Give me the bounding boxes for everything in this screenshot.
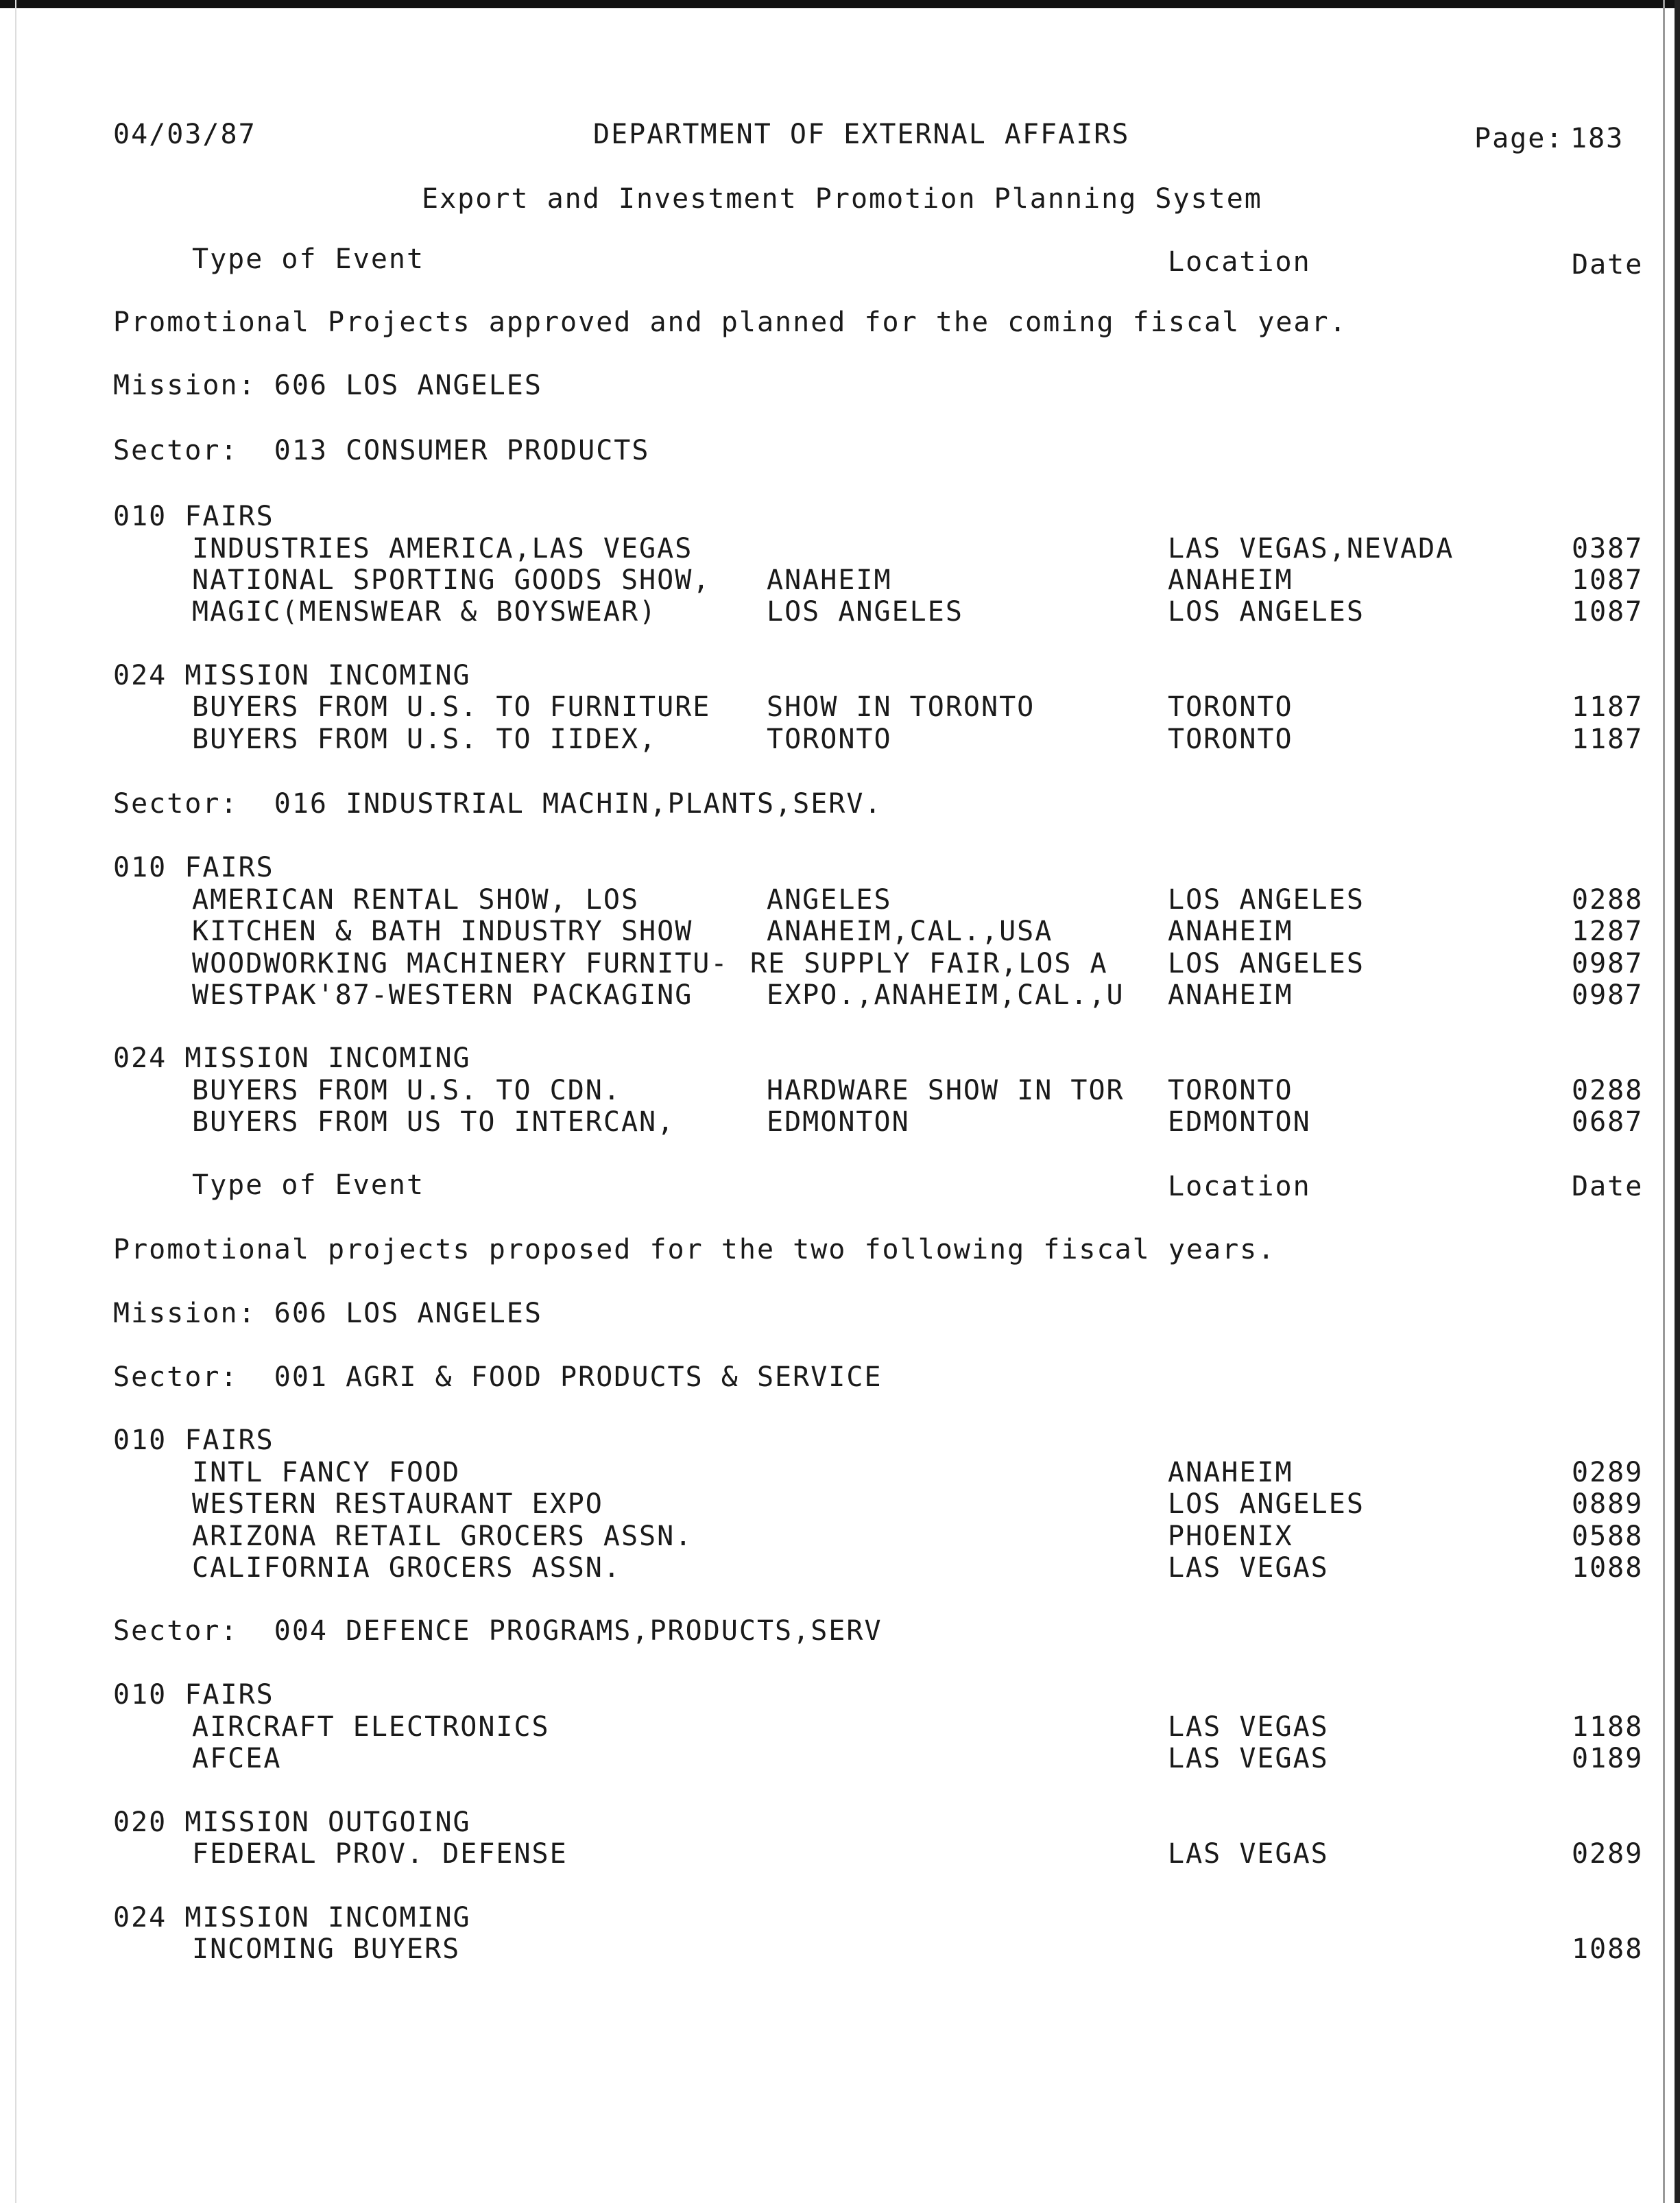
- section-title: Promotional Projects approved and planned for the coming fiscal year.: [113, 307, 1347, 338]
- event-name: INTL FANCY FOOD: [192, 1457, 461, 1488]
- event-location: ANAHEIM: [1168, 979, 1293, 1011]
- page-edge: [1675, 0, 1680, 2203]
- event-location: PHOENIX: [1168, 1521, 1293, 1552]
- event-type-label: 024 MISSION INCOMING: [113, 1043, 471, 1074]
- event-location: TORONTO: [1168, 724, 1293, 755]
- event-date: 1087: [1572, 596, 1644, 628]
- mission-label: Mission: 606 LOS ANGELES: [113, 1298, 542, 1329]
- event-type-label: 024 MISSION INCOMING: [113, 1902, 471, 1933]
- sector-label: Sector: 001 AGRI & FOOD PRODUCTS & SERVICE: [113, 1361, 883, 1393]
- report-date: 04/03/87: [113, 119, 256, 150]
- event-name-continued: TORONTO: [767, 724, 892, 755]
- section-title: Promotional projects proposed for the two following fiscal years.: [113, 1234, 1276, 1265]
- event-type-label: 010 FAIRS: [113, 1679, 274, 1711]
- event-location: LAS VEGAS,NEVADA: [1168, 533, 1454, 564]
- event-date: 0288: [1572, 1075, 1644, 1106]
- column-header-date: Date: [1572, 1171, 1644, 1202]
- column-header-location: Location: [1168, 246, 1311, 278]
- event-location: EDMONTON: [1168, 1106, 1311, 1138]
- event-name-continued: SHOW IN TORONTO: [767, 691, 1035, 723]
- event-name: KITCHEN & BATH INDUSTRY SHOW: [192, 916, 693, 947]
- event-name: BUYERS FROM U.S. TO CDN.: [192, 1075, 621, 1106]
- event-date: 1287: [1572, 916, 1644, 947]
- event-name-continued: ANAHEIM,CAL.,USA: [767, 916, 1053, 947]
- event-name: CALIFORNIA GROCERS ASSN.: [192, 1552, 621, 1584]
- page-label: Page:: [1474, 123, 1564, 154]
- event-name: ARIZONA RETAIL GROCERS ASSN.: [192, 1521, 693, 1552]
- event-date: 1088: [1572, 1933, 1644, 1965]
- event-name: BUYERS FROM U.S. TO FURNITURE: [192, 691, 711, 723]
- event-name-continued: ANGELES: [767, 884, 892, 916]
- event-date: 0987: [1572, 948, 1644, 979]
- event-location: LOS ANGELES: [1168, 596, 1365, 628]
- event-location: ANAHEIM: [1168, 1457, 1293, 1488]
- event-date: 0588: [1572, 1521, 1644, 1552]
- event-name-continued: LOS ANGELES: [767, 596, 963, 628]
- event-date: 1187: [1572, 691, 1644, 723]
- event-name: FEDERAL PROV. DEFENSE: [192, 1838, 568, 1870]
- event-name: NATIONAL SPORTING GOODS SHOW,: [192, 564, 711, 596]
- page-number: 183: [1570, 123, 1624, 154]
- event-name: INDUSTRIES AMERICA,LAS VEGAS: [192, 533, 693, 564]
- event-type-label: 010 FAIRS: [113, 852, 274, 883]
- event-date: 0987: [1572, 979, 1644, 1011]
- event-location: LAS VEGAS: [1168, 1838, 1329, 1870]
- event-date: 0687: [1572, 1106, 1644, 1138]
- event-name: AIRCRAFT ELECTRONICS: [192, 1711, 550, 1743]
- event-name-continued: RE SUPPLY FAIR,LOS A: [750, 948, 1108, 979]
- event-location: LOS ANGELES: [1168, 884, 1365, 916]
- event-name: BUYERS FROM U.S. TO IIDEX,: [192, 724, 658, 755]
- event-name: WESTERN RESTAURANT EXPO: [192, 1488, 603, 1520]
- column-header-location: Location: [1168, 1171, 1311, 1202]
- event-name: MAGIC(MENSWEAR & BOYSWEAR): [192, 596, 658, 628]
- page-edge: [1663, 0, 1665, 2203]
- event-name: AMERICAN RENTAL SHOW, LOS: [192, 884, 640, 916]
- event-name-continued: ANAHEIM: [767, 564, 892, 596]
- page-edge: [15, 0, 16, 2203]
- event-name: WESTPAK'87-WESTERN PACKAGING: [192, 979, 693, 1011]
- column-header-type: Type of Event: [192, 1169, 425, 1201]
- event-location: TORONTO: [1168, 691, 1293, 723]
- event-date: 0288: [1572, 884, 1644, 916]
- event-date: 0289: [1572, 1457, 1644, 1488]
- event-name-continued: EDMONTON: [767, 1106, 910, 1138]
- sector-label: Sector: 004 DEFENCE PROGRAMS,PRODUCTS,SERV: [113, 1615, 883, 1647]
- event-name: INCOMING BUYERS: [192, 1933, 461, 1965]
- event-date: 1187: [1572, 724, 1644, 755]
- event-location: ANAHEIM: [1168, 916, 1293, 947]
- system-title: Export and Investment Promotion Planning System: [422, 183, 1262, 215]
- event-location: LAS VEGAS: [1168, 1552, 1329, 1584]
- mission-label: Mission: 606 LOS ANGELES: [113, 370, 542, 401]
- department-title: DEPARTMENT OF EXTERNAL AFFAIRS: [593, 119, 1130, 150]
- event-type-label: 010 FAIRS: [113, 1425, 274, 1456]
- sector-label: Sector: 016 INDUSTRIAL MACHIN,PLANTS,SERV.: [113, 788, 883, 820]
- event-name: WOODWORKING MACHINERY FURNITU-: [192, 948, 729, 979]
- event-type-label: 020 MISSION OUTGOING: [113, 1807, 471, 1838]
- event-name-continued: HARDWARE SHOW IN TOR: [767, 1075, 1125, 1106]
- event-date: 1188: [1572, 1711, 1644, 1743]
- event-location: LAS VEGAS: [1168, 1743, 1329, 1774]
- event-location: LOS ANGELES: [1168, 948, 1365, 979]
- column-header-type: Type of Event: [192, 243, 425, 275]
- sector-label: Sector: 013 CONSUMER PRODUCTS: [113, 435, 650, 466]
- event-type-label: 024 MISSION INCOMING: [113, 660, 471, 691]
- event-type-label: 010 FAIRS: [113, 501, 274, 532]
- event-name: AFCEA: [192, 1743, 282, 1774]
- event-location: LOS ANGELES: [1168, 1488, 1365, 1520]
- column-header-date: Date: [1572, 249, 1644, 281]
- event-date: 1087: [1572, 564, 1644, 596]
- event-location: TORONTO: [1168, 1075, 1293, 1106]
- event-location: ANAHEIM: [1168, 564, 1293, 596]
- event-date: 0189: [1572, 1743, 1644, 1774]
- page-edge: [0, 0, 1680, 8]
- event-name-continued: EXPO.,ANAHEIM,CAL.,U: [767, 979, 1125, 1011]
- event-name: BUYERS FROM US TO INTERCAN,: [192, 1106, 675, 1138]
- event-location: LAS VEGAS: [1168, 1711, 1329, 1743]
- event-date: 0289: [1572, 1838, 1644, 1870]
- event-date: 1088: [1572, 1552, 1644, 1584]
- event-date: 0387: [1572, 533, 1644, 564]
- event-date: 0889: [1572, 1488, 1644, 1520]
